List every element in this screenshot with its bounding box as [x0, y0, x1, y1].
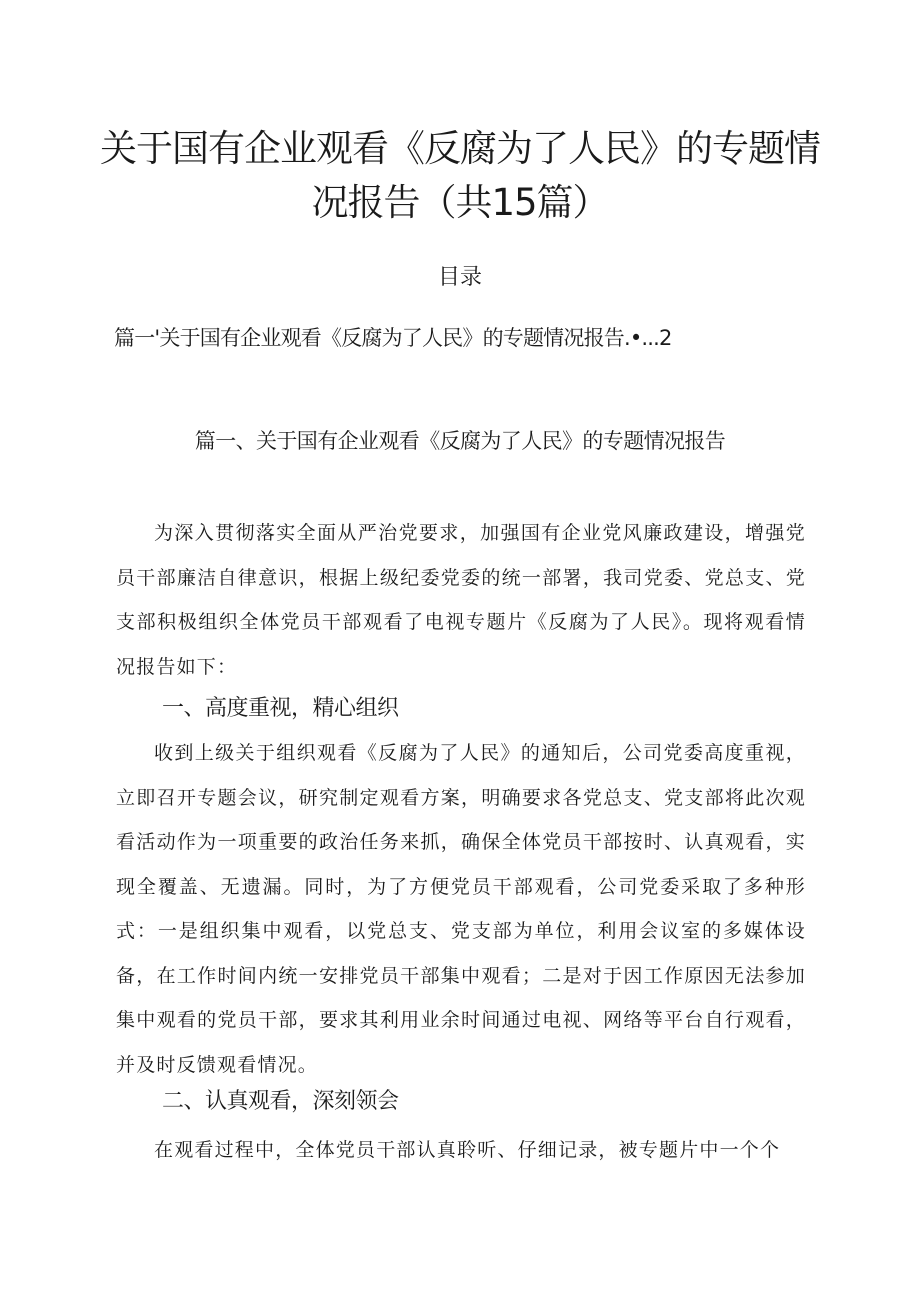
subheading-1: 一、高度重视，精心组织: [162, 696, 399, 721]
document-title: 关于国有企业观看《反腐为了人民》的专题情况报告（共15篇）: [100, 127, 820, 224]
subheading-2: 二、认真观看，深刻领会: [162, 1089, 399, 1114]
toc-heading: 目录: [437, 265, 482, 290]
paragraph-organization: 收到上级关于组织观看《反腐为了人民》的通知后，公司党委高度重视，立即召开专题会议，研究制定观看方案，明确要求各党总支、党支部将此次观看活动作为一项重要的政治任务来抓，确保全体党员干部按时、认真观看，实现全覆盖、无遗漏。同时，为了方便党员干部观看，公司党委采取了多种形式：一是组织集中观看，以党总支、党支部为单位，利用会议室的多媒体设备，在工作时间内统一安排党员干部集中观看；二是对于因工作原因无法参加集中观看的党员干部，要求其利用业余时间通过电视、网络等平台自行观看，并及时反馈观看情况。: [116, 742, 806, 1076]
section-title: 篇一、关于国有企业观看《反腐为了人民》的专题情况报告: [194, 429, 726, 453]
toc-entry[interactable]: 篇一'关于国有企业观看《反腐为了人民》的专题情况报告.•...2: [114, 326, 672, 350]
paragraph-intro: 为深入贯彻落实全面从严治党要求，加强国有企业党风廉政建设，增强党员干部廉洁自律意识，根据上级纪委党委的统一部署，我司党委、党总支、党支部积极组织全体党员干部观看了电视专题片《反腐为了人民》。现将观看情况报告如下：: [116, 522, 806, 678]
paragraph-viewing: 在观看过程中，全体党员干部认真聆听、仔细记录，被专题片中一个个: [154, 1139, 781, 1161]
